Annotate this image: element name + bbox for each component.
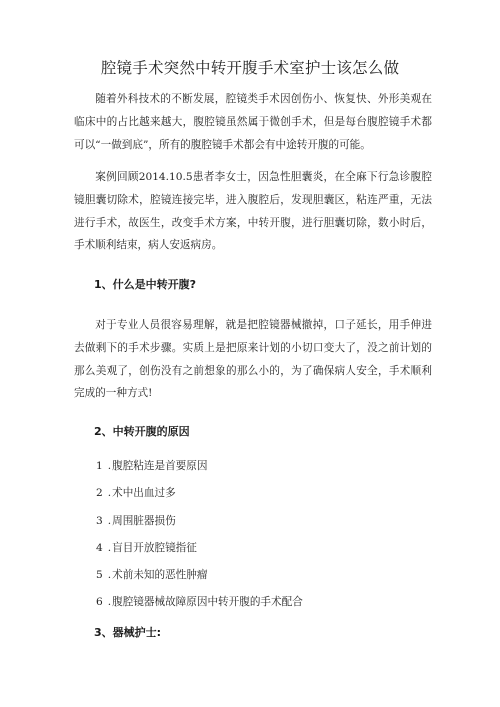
list-item-text: 术前未知的恶性肿瘤	[112, 569, 208, 582]
list-item-number: 2	[96, 487, 103, 500]
list-item-separator: .	[107, 487, 112, 500]
document-title: 腔镜手术突然中转开腹手术室护士该怎么做	[100, 59, 400, 77]
section-3-heading: 3、器械护士:	[94, 626, 162, 639]
list-item-number: 3	[96, 514, 103, 527]
list-item-number: 4	[96, 541, 103, 554]
list-item-separator: .	[107, 541, 112, 554]
list-item-separator: .	[107, 460, 112, 472]
list-item-text: 腹腔粘连是首要原因	[112, 460, 208, 472]
list-item	[96, 485, 303, 512]
causes-list	[96, 458, 303, 622]
list-item-number: 5	[96, 569, 103, 582]
list-item	[96, 458, 303, 485]
section-1-paragraph: 对于专业人员很容易理解，就是把腔镜器械撤掉，口子延长，用手伸进去做剩下的手术步骤。实质上是把原来计划的小切口变大了，没之前计划的那么美观了，创伤没有之前想象的那么小的，为了确保病人安全，手术顺利完成的一种方式!	[74, 319, 432, 400]
list-item	[96, 513, 303, 540]
list-item-separator: .	[107, 596, 112, 609]
list-item-text: 术中出血过多	[112, 487, 176, 500]
list-item-text: 周围脏器损伤	[112, 514, 176, 527]
list-item-separator: .	[107, 569, 112, 582]
list-item	[96, 567, 303, 594]
list-item-text: 腹腔镜器械故障原因中转开腹的手术配合	[112, 596, 303, 609]
intro-paragraph: 随着外科技术的不断发展，腔镜类手术因创伤小、恢复快、外形美观在临床中的占比越来越大，腹腔镜虽然属于微创手术，但是每台腹腔镜手术都可以“一做到底”，所有的腹腔镜手术都会有中途转开腹的可能。	[74, 93, 432, 151]
list-item	[96, 594, 303, 621]
section-1-heading: 1、什么是中转开腹?	[94, 278, 197, 291]
list-item	[96, 540, 303, 567]
list-item-number: 1	[96, 460, 103, 472]
list-item-separator: .	[107, 514, 112, 527]
list-item-text: 盲目开放腔镜指征	[112, 541, 197, 554]
section-2-heading: 2、中转开腹的原因	[94, 425, 190, 438]
case-paragraph: 案例回顾2014.10.5患者李女士，因急性胆囊炎，在全麻下行急诊腹腔镜胆囊切除术，腔镜连接完毕，进入腹腔后，发现胆囊区，粘连严重，无法进行手术，故医生，改变手术方案，中转开腹，进行胆囊切除，数小时后，手术顺利结束，病人安返病房。	[74, 171, 432, 252]
list-item-number: 6	[96, 596, 103, 609]
